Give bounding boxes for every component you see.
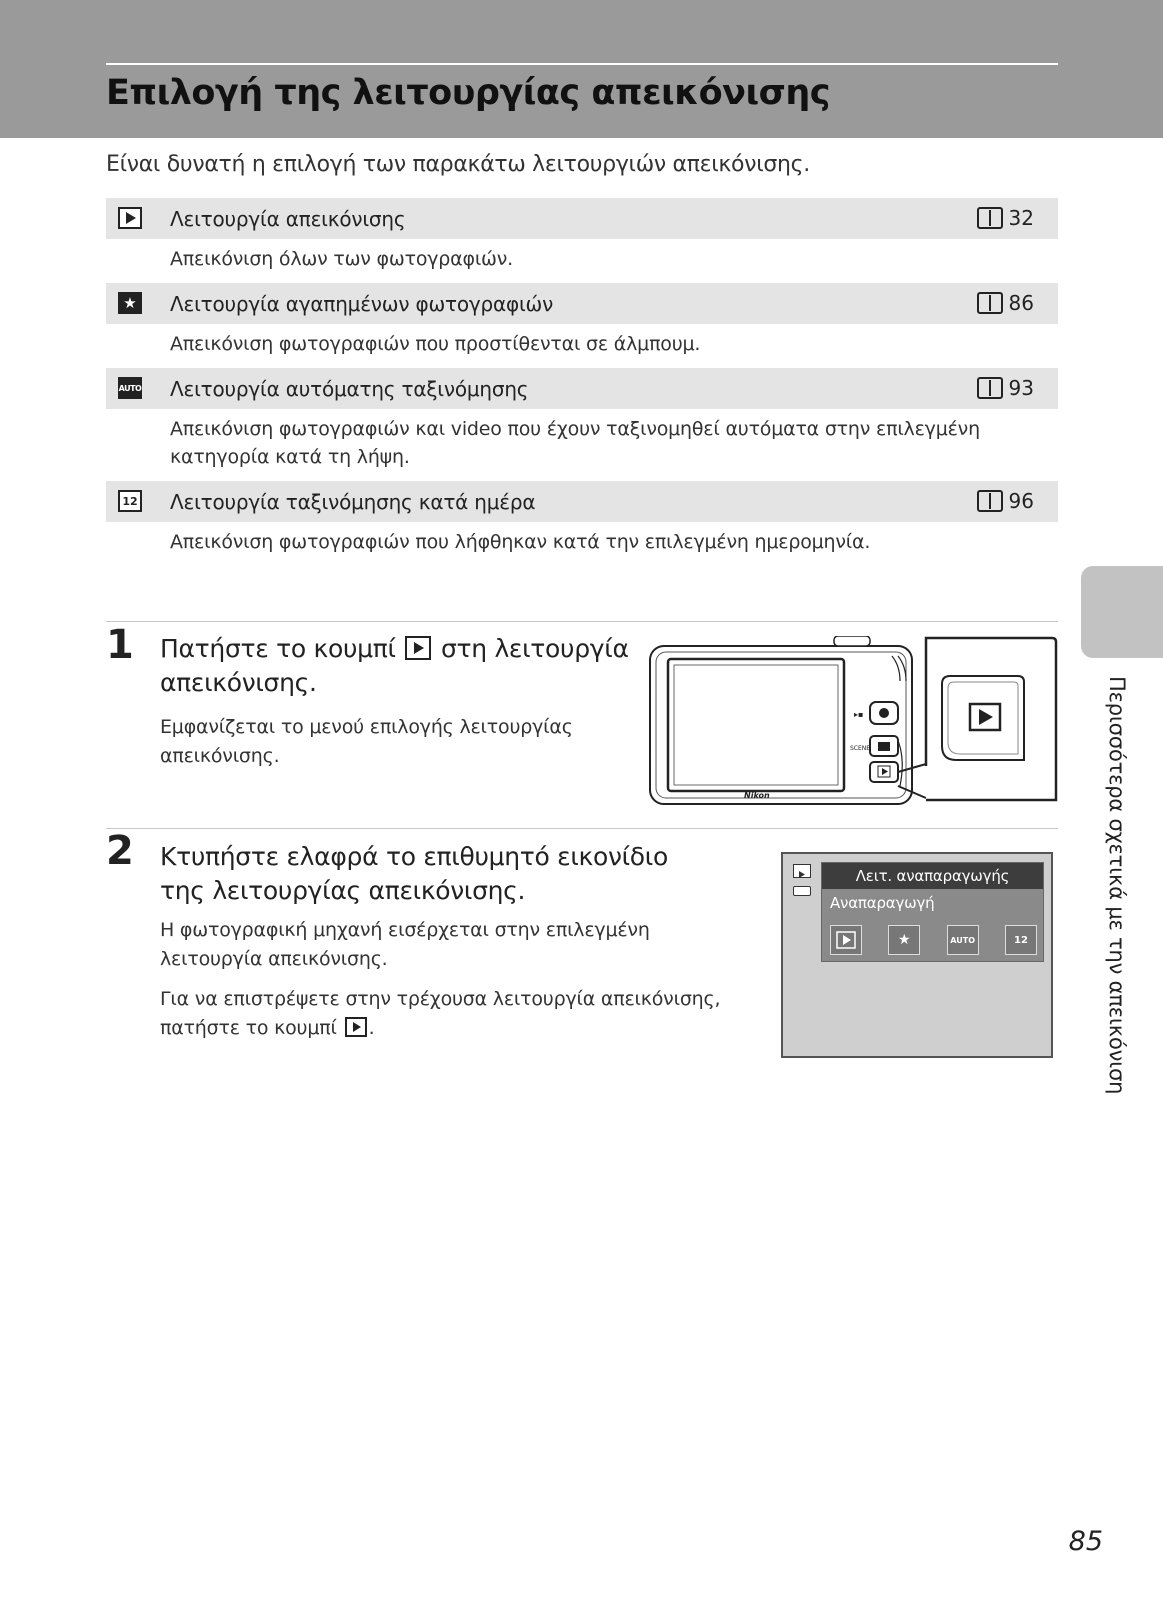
playback-menu-panel	[821, 862, 1044, 962]
page-reference	[977, 291, 1034, 315]
step-text-part: Για να επιστρέψετε στην τρέχουσα λειτουργία απεικόνισης, πατήστε το κουμπί	[160, 988, 721, 1039]
header-rule	[106, 63, 1058, 65]
mode-description: Απεικόνιση όλων των φωτογραφιών.	[170, 248, 514, 270]
mode-description: Απεικόνιση φωτογραφιών που προστίθενται σε άλμπουμ.	[170, 333, 701, 355]
step-title-part: στη λειτουργία	[440, 634, 629, 663]
page-reference-number: 93	[1008, 376, 1034, 400]
playback-icon	[118, 207, 142, 229]
mode-row-list-by-date	[106, 481, 1058, 566]
side-tab-label: Περισσότερα σχετικά με την απεικόνιση	[1105, 676, 1129, 1095]
playback-icon[interactable]	[830, 925, 862, 955]
camera-illustration	[648, 636, 1058, 816]
mode-header	[106, 368, 1058, 409]
book-icon	[977, 490, 1003, 512]
page-reference-number: 32	[1008, 206, 1034, 230]
mode-header	[106, 283, 1058, 324]
mode-row-auto-sort	[106, 368, 1058, 481]
step-divider	[106, 621, 1058, 622]
playback-icon	[793, 864, 811, 878]
page-reference-number: 86	[1008, 291, 1034, 315]
step-divider	[106, 828, 1058, 829]
auto-sort-icon[interactable]: AUTO	[947, 925, 979, 955]
page-reference-number: 96	[1008, 489, 1034, 513]
scene-label: SCENE	[850, 745, 871, 752]
favorites-icon[interactable]: ★	[888, 925, 920, 955]
mode-description: Απεικόνιση φωτογραφιών και video που έχουν ταξινομηθεί αυτόματα στην επιλεγμένη κατηγορία κατά τη λήψη.	[170, 418, 980, 468]
menu-item-label: Αναπαραγωγή	[830, 894, 935, 912]
step-title: Κτυπήστε ελαφρά το επιθυμητό εικονίδιο της λειτουργίας απεικόνισης.	[160, 842, 668, 905]
step-number: 2	[106, 828, 134, 874]
step-text: Εμφανίζεται το μενού επιλογής λειτουργίας απεικόνισης.	[160, 716, 573, 767]
intro-text: Είναι δυνατή η επιλογή των παρακάτω λειτουργιών απεικόνισης.	[106, 152, 810, 177]
mode-label: Λειτουργία απεικόνισης	[170, 207, 406, 231]
auto-sort-icon: AUTO	[118, 377, 142, 399]
page-reference	[977, 206, 1034, 230]
step-text	[160, 985, 740, 1043]
battery-icon	[793, 886, 811, 896]
page-number: 85	[1068, 1526, 1103, 1557]
playback-button-icon	[345, 1017, 367, 1037]
book-icon	[977, 377, 1003, 399]
camera-brand: Nikon	[744, 791, 770, 800]
step-text-part: .	[368, 1017, 375, 1039]
mode-row-playback	[106, 198, 1058, 283]
mode-description: Απεικόνιση φωτογραφιών που λήφθηκαν κατά την επιλεγμένη ημερομηνία.	[170, 531, 871, 553]
mode-label: Λειτουργία ταξινόμησης κατά ημέρα	[170, 490, 536, 514]
playback-button-icon	[405, 636, 431, 660]
book-icon	[977, 207, 1003, 229]
mode-label: Λειτουργία αυτόματης ταξινόμησης	[170, 377, 529, 401]
step-title-part: απεικόνισης.	[160, 668, 317, 697]
book-icon	[977, 292, 1003, 314]
step-text: Η φωτογραφική μηχανή εισέρχεται στην επιλεγμένη λειτουργία απεικόνισης.	[160, 919, 650, 970]
header-band	[0, 0, 1163, 138]
mode-row-favorites	[106, 283, 1058, 368]
mode-header	[106, 198, 1058, 239]
mode-label: Λειτουργία αγαπημένων φωτογραφιών	[170, 292, 554, 316]
list-by-date-icon[interactable]: 12	[1005, 925, 1037, 955]
page-reference	[977, 489, 1034, 513]
page-title: Επιλογή της λειτουργίας απεικόνισης	[106, 73, 831, 113]
step-title-part: Πατήστε το κουμπί	[160, 634, 396, 663]
step-number: 1	[106, 622, 134, 668]
step-title	[160, 632, 630, 700]
side-tab	[1081, 566, 1163, 658]
playback-menu-screen	[781, 852, 1053, 1058]
mode-icon-row	[830, 925, 1037, 955]
mode-header	[106, 481, 1058, 522]
svg-text:▸▪: ▸▪	[854, 710, 864, 719]
menu-title: Λειτ. αναπαραγωγής	[822, 863, 1043, 889]
mode-table	[106, 198, 1058, 566]
page-reference	[977, 376, 1034, 400]
list-by-date-icon: 12	[118, 490, 142, 512]
favorites-icon: ★	[118, 292, 142, 314]
